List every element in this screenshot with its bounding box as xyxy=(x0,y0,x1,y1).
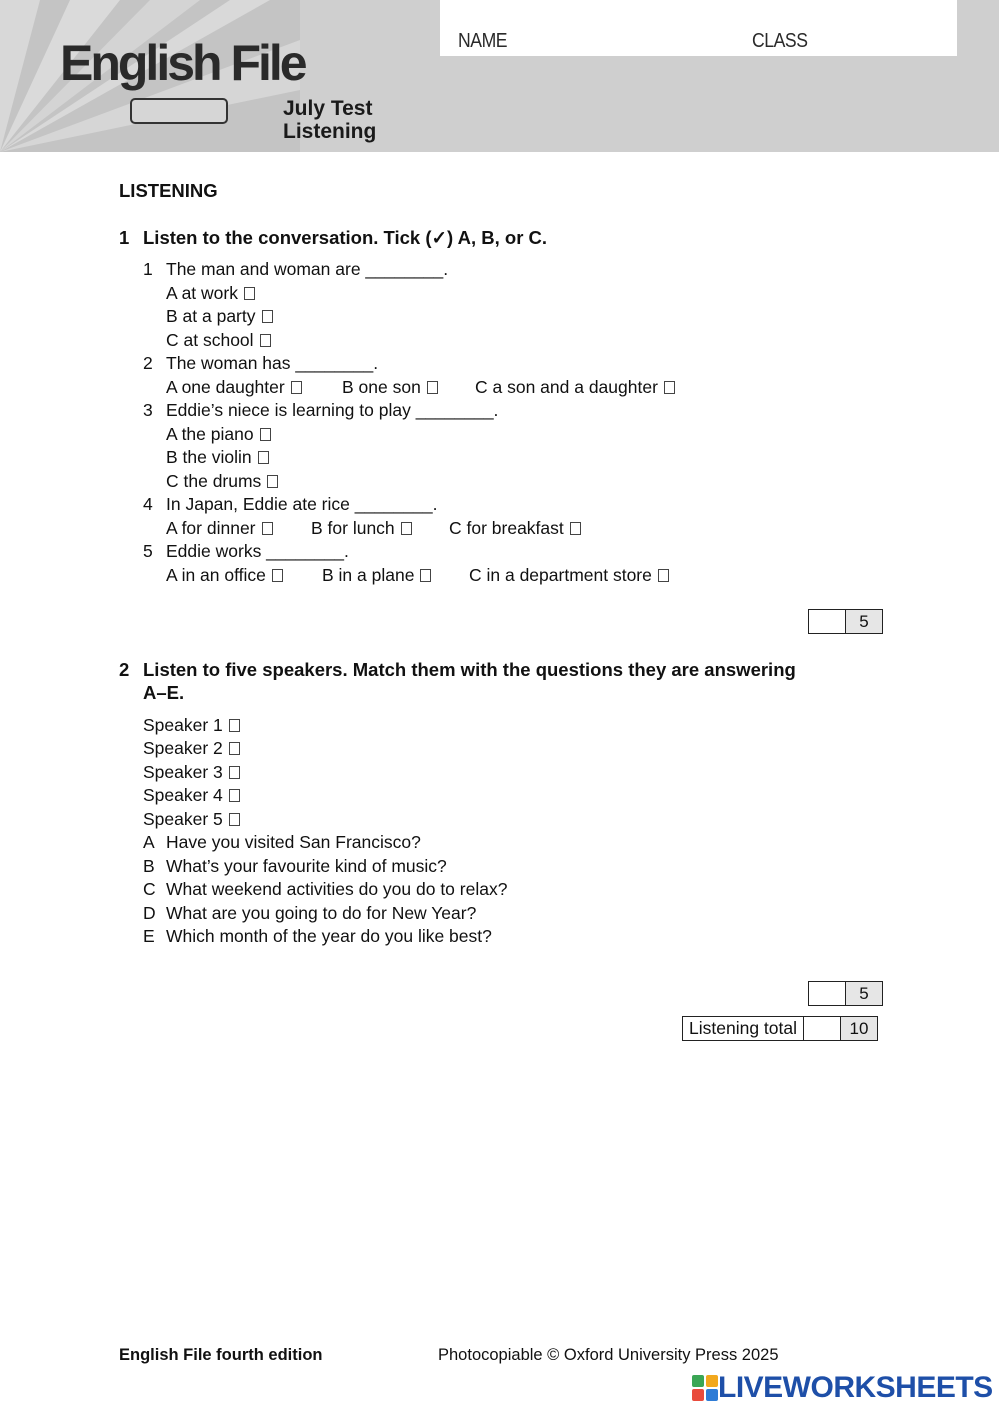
speaker-row xyxy=(143,808,240,832)
option-label: B for lunch xyxy=(311,518,395,538)
test-title: July Test xyxy=(283,97,373,120)
section-title: LISTENING xyxy=(119,180,218,201)
score-input-cell[interactable] xyxy=(809,982,846,1005)
english-file-logo: English File xyxy=(60,35,305,91)
answer-checkbox[interactable] xyxy=(262,310,273,323)
q1-option xyxy=(449,517,581,541)
q1-item-text: In Japan, Eddie ate rice ________. xyxy=(166,494,438,514)
speaker-row xyxy=(143,737,240,761)
score-max: 5 xyxy=(846,982,882,1005)
name-class-bar xyxy=(440,0,957,56)
question-letter: C xyxy=(143,879,156,899)
q2-instruction: Listen to five speakers. Match them with the questions they are answering xyxy=(143,659,796,680)
q1-item-number: 2 xyxy=(143,353,153,373)
q1-option xyxy=(166,329,271,353)
score-input-cell[interactable] xyxy=(809,610,846,633)
speaker-label: Speaker 1 xyxy=(143,715,223,735)
option-label: C the drums xyxy=(166,471,262,491)
class-label: CLASS xyxy=(752,30,808,52)
speaker-label: Speaker 2 xyxy=(143,738,223,758)
answer-checkbox[interactable] xyxy=(401,522,412,535)
answer-checkbox[interactable] xyxy=(244,287,255,300)
total-label: Listening total xyxy=(683,1017,804,1040)
answer-box[interactable] xyxy=(229,766,240,779)
question-letter: D xyxy=(143,903,156,923)
question-letter: B xyxy=(143,856,155,876)
total-input-cell[interactable] xyxy=(804,1017,841,1040)
test-subtitle: Listening xyxy=(283,120,377,143)
q1-item-text: The man and woman are ________. xyxy=(166,259,449,279)
question-text: Which month of the year do you like best? xyxy=(166,926,492,946)
question-letter: E xyxy=(143,926,155,946)
speaker-row xyxy=(143,784,240,808)
q1-option xyxy=(166,376,302,400)
option-label: A one daughter xyxy=(166,377,285,397)
q1-item-text: Eddie works ________. xyxy=(166,541,349,561)
q2-score-box xyxy=(808,981,883,1006)
liveworksheets-icon xyxy=(692,1375,718,1401)
question-letter: A xyxy=(143,832,155,852)
option-label: A in an office xyxy=(166,565,266,585)
answer-checkbox[interactable] xyxy=(658,569,669,582)
q1-option xyxy=(166,517,273,541)
answer-checkbox[interactable] xyxy=(664,381,675,394)
name-label: NAME xyxy=(458,30,508,52)
q1-item-text: Eddie’s niece is learning to play ________. xyxy=(166,400,499,420)
q1-option xyxy=(475,376,675,400)
q1-option xyxy=(166,564,283,588)
question-text: Have you visited San Francisco? xyxy=(166,832,421,852)
answer-checkbox[interactable] xyxy=(427,381,438,394)
answer-checkbox[interactable] xyxy=(420,569,431,582)
liveworksheets-wordmark: LIVEWORKSHEETS xyxy=(718,1371,993,1404)
q1-option xyxy=(166,282,255,306)
q1-option xyxy=(166,446,269,470)
answer-checkbox[interactable] xyxy=(260,428,271,441)
q1-item-number: 4 xyxy=(143,494,153,514)
speaker-row xyxy=(143,761,240,785)
speaker-label: Speaker 3 xyxy=(143,762,223,782)
answer-checkbox[interactable] xyxy=(260,334,271,347)
question-text: What’s your favourite kind of music? xyxy=(166,856,447,876)
q1-option xyxy=(166,470,278,494)
speaker-row xyxy=(143,714,240,738)
q1-item-number: 5 xyxy=(143,541,153,561)
option-label: B at a party xyxy=(166,306,256,326)
option-label: A the piano xyxy=(166,424,254,444)
q1-score-box xyxy=(808,609,883,634)
q2-instruction-cont: A–E. xyxy=(143,682,185,703)
q2-number: 2 xyxy=(119,659,130,680)
q1-item-number: 3 xyxy=(143,400,153,420)
liveworksheets-logo[interactable] xyxy=(692,1372,993,1404)
q1-number: 1 xyxy=(119,227,130,248)
answer-checkbox[interactable] xyxy=(570,522,581,535)
q1-item-text: The woman has ________. xyxy=(166,353,379,373)
answer-box[interactable] xyxy=(229,742,240,755)
question-text: What weekend activities do you do to relax? xyxy=(166,879,508,899)
answer-checkbox[interactable] xyxy=(262,522,273,535)
q1-option xyxy=(166,423,271,447)
logo-level-box xyxy=(130,98,228,124)
option-label: B the violin xyxy=(166,447,252,467)
total-max: 10 xyxy=(841,1017,877,1040)
question-text: What are you going to do for New Year? xyxy=(166,903,477,923)
option-label: C in a department store xyxy=(469,565,652,585)
q1-option xyxy=(311,517,412,541)
option-label: C at school xyxy=(166,330,254,350)
footer-copyright: Photocopiable © Oxford University Press 2025 xyxy=(438,1346,779,1364)
answer-box[interactable] xyxy=(229,719,240,732)
speaker-label: Speaker 5 xyxy=(143,809,223,829)
q1-option xyxy=(322,564,431,588)
header-band xyxy=(0,0,999,152)
option-label: B one son xyxy=(342,377,421,397)
answer-box[interactable] xyxy=(229,789,240,802)
option-label: B in a plane xyxy=(322,565,415,585)
option-label: A for dinner xyxy=(166,518,256,538)
answer-box[interactable] xyxy=(229,813,240,826)
q1-item-number: 1 xyxy=(143,259,153,279)
q1-option xyxy=(342,376,438,400)
q1-instruction: Listen to the conversation. Tick (✓) A, B, or C. xyxy=(143,227,548,248)
option-label: C for breakfast xyxy=(449,518,564,538)
listening-total-box xyxy=(682,1016,878,1041)
option-label: A at work xyxy=(166,283,238,303)
answer-checkbox[interactable] xyxy=(267,475,278,488)
option-label: C a son and a daughter xyxy=(475,377,658,397)
answer-checkbox[interactable] xyxy=(258,451,269,464)
score-max: 5 xyxy=(846,610,882,633)
footer-edition: English File fourth edition xyxy=(119,1346,323,1364)
q1-option xyxy=(469,564,669,588)
q1-option xyxy=(166,305,273,329)
answer-checkbox[interactable] xyxy=(291,381,302,394)
answer-checkbox[interactable] xyxy=(272,569,283,582)
speaker-label: Speaker 4 xyxy=(143,785,223,805)
